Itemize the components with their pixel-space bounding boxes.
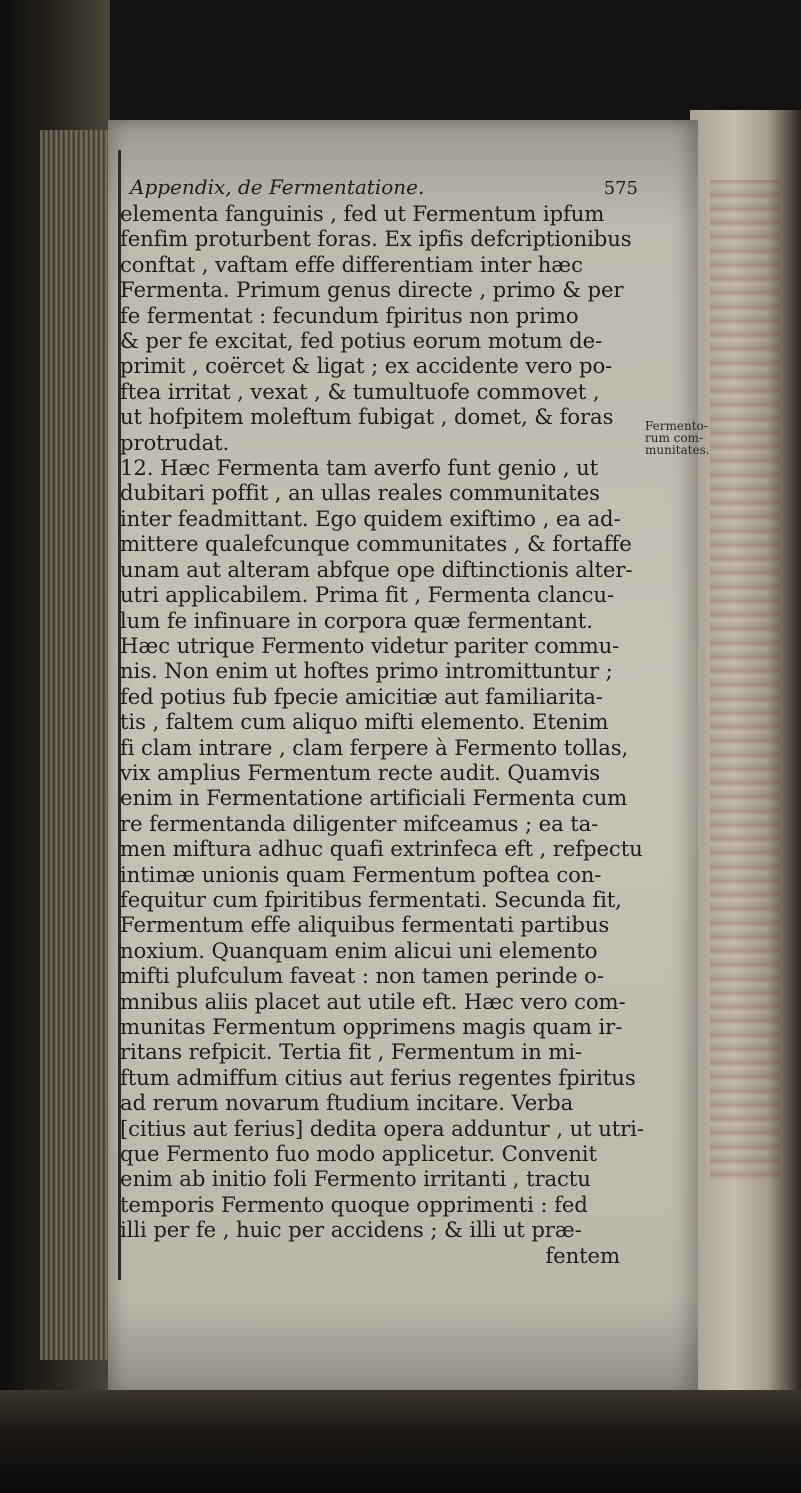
text-line: & per fe excitat, fed potius eorum motum de- [120,328,603,354]
catchword: fentem [545,1242,620,1268]
text-line: re fermentanda diligenter mifceamus ; ea ta- [120,810,599,836]
text-line: mifti plufculum faveat : non tamen perinde o- [120,963,604,989]
text-line: Fermenta. Primum genus directe , primo & per [120,277,624,303]
text-line: intimæ unionis quam Fermentum poftea con- [120,861,602,887]
text-line: unam aut alteram abfque ope diftinctionis alter- [120,556,633,582]
text-line: ad rerum novarum ftudium incitare. Verba [120,1090,574,1116]
text-line: fed potius fub fpecie amicitiæ aut familiarita- [120,683,603,709]
text-line: fi clam intrare , clam ferpere à Fermento tollas, [120,734,629,760]
text-line: 12. Hæc Fermenta tam averfo funt genio , ut [120,455,599,481]
text-line: Hæc utrique Fermento videtur pariter commu- [120,632,620,658]
running-header [120,175,640,199]
text-line: noxium. Quanquam enim alicui uni elemento [120,937,598,963]
running-title: Appendix, de Fermentatione. [130,175,425,199]
text-line: ftum admiffum citius aut ferius regentes fpiritus [120,1064,636,1090]
text-line: [citius aut ferius] dedita opera adduntur , ut utri- [120,1115,644,1141]
text-line: dubitari poffit , an ullas reales communitates [120,480,600,506]
text-line: temporis Fermento quoque opprimenti : fed [120,1191,588,1217]
text-line: ftea irritat , vexat , & tumultuofe commovet , [120,378,600,404]
text-line: Fermentum effe aliquibus fermentati partibus [120,912,610,938]
text-line: tis , faltem cum aliquo mifti elemento. Etenim [120,709,609,735]
margin-note-line: munitates. [645,443,710,457]
text-line: enim ab initio foli Fermento irritanti , tractu [120,1166,591,1192]
text-line: nis. Non enim ut hoftes primo intromittuntur ; [120,658,613,684]
text-line: mittere qualefcunque communitates , & fortaffe [120,531,632,557]
bottom-shadow [0,1390,801,1493]
text-line: fenfim proturbent foras. Ex ipfis defcriptionibus [120,226,632,252]
page-text [120,175,644,1268]
text-line: mnibus aliis placet aut utile eft. Hæc vero com- [120,988,626,1014]
margin-note-line: rum com- [645,431,704,445]
text-line: ut hofpitem moleftum fubigat , domet, & foras [120,404,614,430]
text-line: fe fermentat : fecundum fpiritus non primo [120,302,579,328]
text-line: ritans refpicit. Tertia fit , Fermentum in mi- [120,1039,582,1065]
text-line: illi per fe , huic per accidens ; & illi ut præ- [120,1217,582,1243]
right-edge-texture [710,180,780,1180]
text-line: primit , coërcet & ligat ; ex accidente vero po- [120,353,613,379]
text-line: vix amplius Fermentum recte audit. Quamvis [120,759,601,785]
text-line: elementa fanguinis , fed ut Fermentum ipfum [120,201,605,226]
margin-note [645,419,710,457]
text-line: que Fermento fuo modo applicetur. Convenit [120,1141,597,1167]
text-line: enim in Fermentatione artificiali Fermenta cum [120,785,628,811]
text-line: munitas Fermentum opprimens magis quam ir- [120,1014,623,1039]
text-line: utri applicabilem. Prima fit , Fermenta clancu- [120,582,615,608]
text-line: lum fe infinuare in corpora quæ fermentant. [120,607,593,633]
left-page-edges [40,130,118,1360]
text-line: inter feadmittant. Ego quidem exiftimo , ea ad- [120,505,621,531]
page-number: 575 [603,178,638,199]
body-text [120,201,644,1243]
text-line: conftat , vaftam effe differentiam inter hæc [120,251,583,277]
text-line: protrudat. [120,429,230,455]
margin-note-line: Fermento- [645,419,708,433]
text-line: men miftura adhuc quafi extrinfeca eft , refpectu [120,836,643,862]
text-line: fequitur cum fpiritibus fermentati. Secunda fit, [120,886,622,912]
